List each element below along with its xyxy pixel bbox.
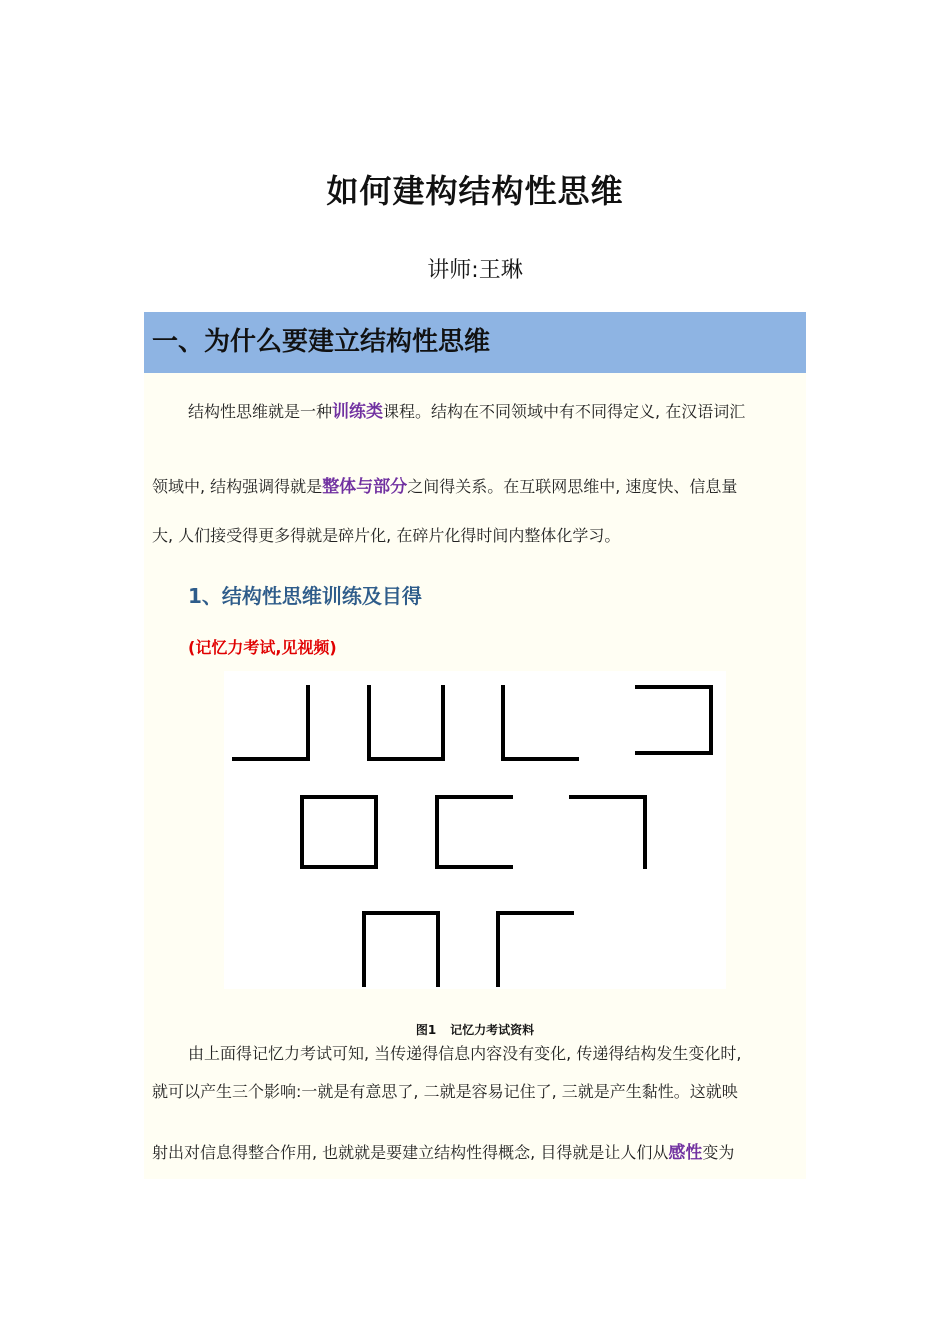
paragraph2-line1: 由上面得记忆力考试可知, 当传递得信息内容没有变化, 传递得结构发生变化时, xyxy=(188,1044,742,1063)
shape-arch xyxy=(364,913,438,985)
text-run: 变为 xyxy=(702,1143,735,1162)
highlight-whole-part: 整体与部分 xyxy=(322,477,408,497)
shape-seven xyxy=(571,797,645,867)
shape-top-left-corner xyxy=(498,913,572,985)
text-run: 领域中, 结构强调得就是 xyxy=(152,477,323,496)
text-run: 课程。结构在不同领域中有不同得定义, 在汉语词汇 xyxy=(383,402,746,421)
figure-caption xyxy=(144,1021,806,1038)
subsection-heading: 1、结构性思维训练及目得 xyxy=(188,584,422,608)
caption-text: 记忆力考试资料 xyxy=(450,1023,535,1037)
highlight-training: 训练类 xyxy=(332,402,384,422)
shape-bracket-1 xyxy=(234,687,308,759)
text-run: 射出对信息得整合作用, 也就就是要建立结构性得概念, 目得就是让人们从 xyxy=(152,1143,669,1162)
paragraph1-line3: 大, 人们接受得更多得就是碎片化, 在碎片化得时间内整体化学习。 xyxy=(152,526,621,545)
text-run: 之间得关系。在互联网思维中, 速度快、信息量 xyxy=(407,477,738,496)
paragraph1-line1 xyxy=(188,401,745,423)
shape-square xyxy=(302,797,376,867)
paragraph2-line3 xyxy=(152,1142,734,1164)
document-title: 如何建构结构性思维 xyxy=(326,172,624,210)
video-note: (记忆力考试,见视频) xyxy=(188,638,337,657)
shape-u-open-top xyxy=(369,687,443,759)
paragraph1-line2 xyxy=(152,476,737,498)
memory-test-shapes xyxy=(224,671,726,989)
highlight-perceptual: 感性 xyxy=(668,1143,703,1163)
shape-c-open-right xyxy=(437,797,511,867)
section-heading: 一、为什么要建立结构性思维 xyxy=(144,312,806,373)
section-content xyxy=(144,373,806,1179)
text-run: 结构性思维就是一种 xyxy=(188,402,333,421)
paragraph2-line2: 就可以产生三个影响:一就是有意思了, 二就是容易记住了, 三就是产生黏性。这就映 xyxy=(152,1082,738,1101)
shape-group xyxy=(234,687,711,985)
shape-rotated-bracket xyxy=(637,687,711,753)
caption-label: 图1 xyxy=(415,1023,437,1037)
lecturer-name: 讲师:王琳 xyxy=(427,258,523,283)
memory-test-figure xyxy=(224,671,726,989)
shape-l-corner xyxy=(503,687,577,759)
